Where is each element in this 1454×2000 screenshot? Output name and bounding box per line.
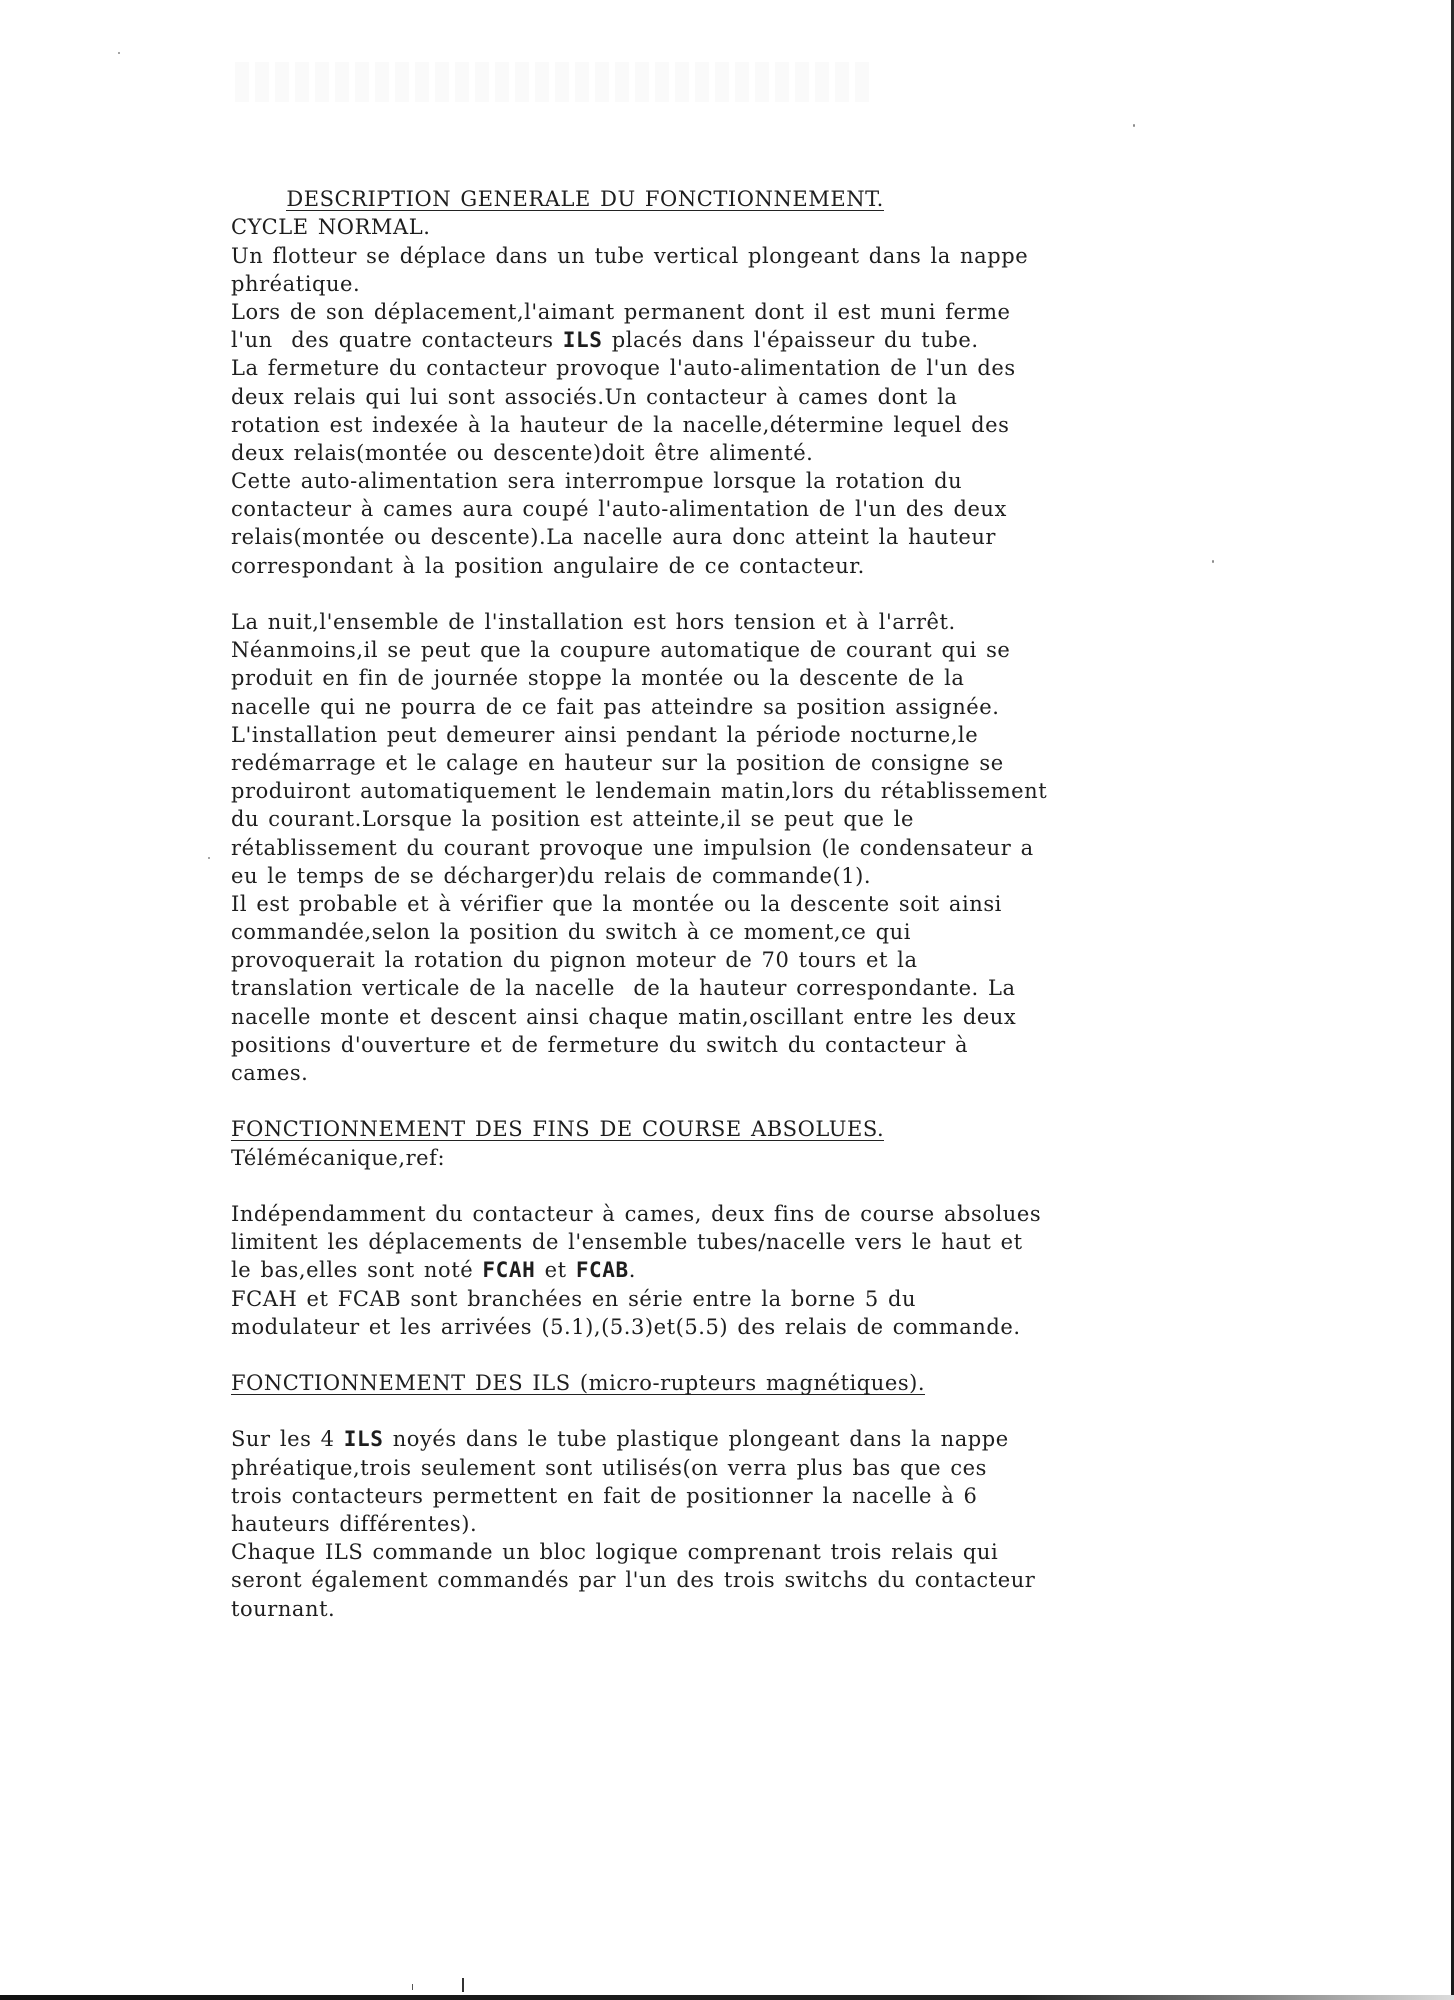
text-line: Lors de son déplacement,l'aimant permanent dont il est muni ferme [231, 299, 1011, 324]
paragraph [231, 890, 1231, 1087]
text-line: l'un des quatre contacteurs ILS placés dans l'épaisseur du tube. [231, 328, 979, 353]
text-line: le bas,elles sont noté FCAH et FCAB. [231, 1258, 637, 1283]
section-subheading: Télémécanique,ref: [231, 1145, 446, 1170]
text-line: Néanmoins,il se peut que la coupure automatique de courant qui se [231, 638, 1011, 663]
text-line: La nuit,l'ensemble de l'installation est hors tension et à l'arrêt. [231, 610, 956, 634]
text-line: Un flotteur se déplace dans un tube vertical plongeant dans la nappe [231, 243, 1029, 268]
scan-speck [118, 52, 120, 54]
blank-line [231, 1341, 1231, 1369]
text-line: Sur les 4 ILS noyés dans le tube plastique plongeant dans la nappe [231, 1427, 1009, 1452]
text-line: hauteurs différentes). [231, 1512, 478, 1536]
blank-line [231, 1172, 1231, 1200]
text-line: L'installation peut demeurer ainsi pendant la période nocturne,le [231, 722, 979, 747]
blank-line [231, 1397, 1231, 1425]
section-heading: FONCTIONNEMENT DES ILS (micro-rupteurs magnétiques). [231, 1371, 926, 1396]
section [231, 213, 1231, 1087]
text-line: produit en fin de journée stoppe la montée ou la descente de la [231, 666, 965, 691]
section-heading-line [231, 1369, 1231, 1397]
text-line: trois contacteurs permettent en fait de positionner la nacelle à 6 [231, 1483, 978, 1508]
text-line: commandée,selon la position du switch à ce moment,ce qui [231, 920, 911, 945]
text-line: redémarrage et le calage en hauteur sur la position de consigne se [231, 750, 1004, 775]
text-line: correspondant à la position angulaire de ce contacteur. [231, 553, 865, 578]
text-line: Il est probable et à vérifier que la montée ou la descente soit ainsi [231, 891, 1002, 916]
text-line: phréatique. [231, 271, 361, 296]
paragraph [231, 467, 1231, 580]
text-line: rotation est indexée à la hauteur de la nacelle,détermine lequel des [231, 412, 1010, 437]
document-title-line [231, 157, 1231, 212]
blank-line [231, 1087, 1231, 1115]
scan-speck [208, 857, 210, 859]
text-line: positions d'ouverture et de fermeture du switch du contacteur à [231, 1032, 969, 1057]
text-line: tournant. [231, 1596, 336, 1621]
emphasized-term: FCAH [482, 1258, 536, 1283]
text-line: limitent les déplacements de l'ensemble tubes/nacelle vers le haut et [231, 1230, 1023, 1255]
section-heading: FONCTIONNEMENT DES FINS DE COURSE ABSOLUES. [231, 1117, 885, 1142]
text-line: FCAH et FCAB sont branchées en série entre la borne 5 du [231, 1286, 917, 1311]
scan-bleed-through [235, 62, 875, 102]
section [231, 1087, 1231, 1341]
document-title: DESCRIPTION GENERALE DU FONCTIONNEMENT. [286, 187, 884, 212]
emphasized-term: ILS [343, 1427, 384, 1452]
text-line: La fermeture du contacteur provoque l'auto-alimentation de l'un des [231, 356, 1016, 381]
emphasized-term: ILS [562, 328, 603, 353]
text-line: rétablissement du courant provoque une impulsion (le condensateur a [231, 835, 1034, 860]
section-heading-line [231, 1115, 1231, 1143]
text-line: cames. [231, 1061, 309, 1085]
sections [231, 213, 1231, 1622]
blank-line [231, 580, 1231, 608]
section-heading-line [231, 213, 1231, 241]
scan-edge-bottom [0, 1995, 1454, 2000]
paragraph [231, 1200, 1231, 1285]
document-body [231, 157, 1231, 1623]
text-line: nacelle qui ne pourra de ce fait pas atteindre sa position assignée. [231, 694, 1000, 719]
paragraph [231, 242, 1231, 298]
scan-speck [462, 1978, 464, 1992]
text-line: nacelle monte et descent ainsi chaque matin,oscillant entre les deux [231, 1004, 1017, 1029]
paragraph [231, 1538, 1231, 1623]
text-line: seront également commandés par l'un des trois switchs du contacteur [231, 1568, 1036, 1593]
text-line: produiront automatiquement le lendemain matin,lors du rétablissement [231, 779, 1048, 804]
section [231, 1341, 1231, 1623]
text-line: phréatique,trois seulement sont utilisés(on verra plus bas que ces [231, 1455, 987, 1480]
text-line: deux relais(montée ou descente)doit être alimenté. [231, 440, 814, 465]
text-line: Indépendamment du contacteur à cames, deux fins de course absolues [231, 1201, 1042, 1226]
text-line: eu le temps de se décharger)du relais de commande(1). [231, 863, 872, 888]
paragraph [231, 1285, 1231, 1341]
scan-speck [412, 1984, 413, 1990]
text-line: Cette auto-alimentation sera interrompue lorsque la rotation du [231, 469, 963, 494]
text-line: Chaque ILS commande un bloc logique comprenant trois relais qui [231, 1540, 999, 1565]
text-line: relais(montée ou descente).La nacelle aura donc atteint la hauteur [231, 525, 997, 550]
paragraph [231, 298, 1231, 467]
text-line: contacteur à cames aura coupé l'auto-alimentation de l'un des deux [231, 497, 1007, 522]
text-line: deux relais qui lui sont associés.Un contacteur à cames dont la [231, 384, 958, 409]
text-line: translation verticale de la nacelle de la hauteur correspondante. La [231, 976, 1016, 1001]
scan-speck [1133, 124, 1135, 127]
emphasized-term: FCAB [575, 1258, 629, 1283]
paragraph [231, 608, 1231, 890]
text-line: modulateur et les arrivées (5.1),(5.3)et(5.5) des relais de commande. [231, 1314, 1021, 1339]
text-line: du courant.Lorsque la position est atteinte,il se peut que le [231, 807, 914, 832]
section-heading: CYCLE NORMAL. [231, 215, 431, 240]
paragraph [231, 1425, 1231, 1538]
text-line: provoquerait la rotation du pignon moteur de 70 tours et la [231, 948, 918, 973]
